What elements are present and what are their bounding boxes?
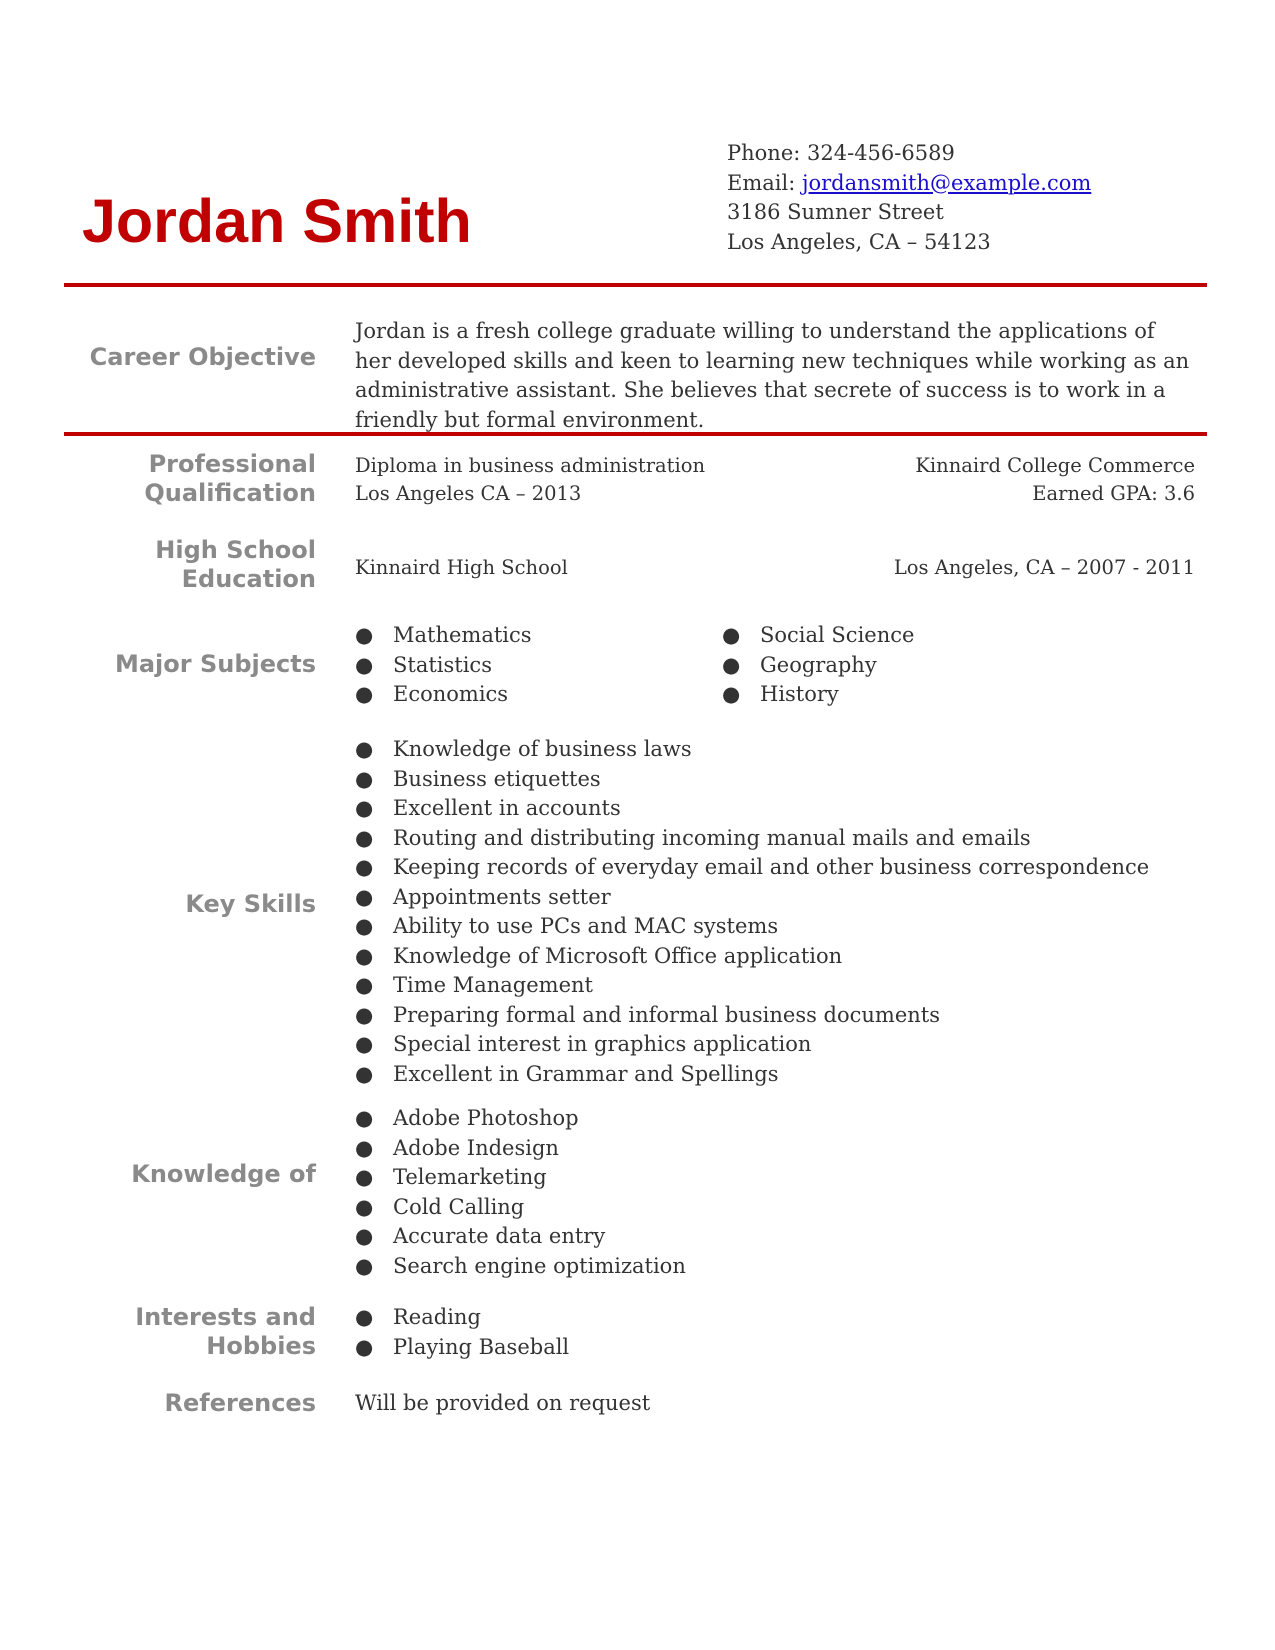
email-link[interactable]: jordansmith@example.com xyxy=(801,170,1092,195)
list-item-text: Reading xyxy=(393,1305,481,1329)
list-item xyxy=(355,942,1149,972)
bullet-icon: ● xyxy=(355,973,374,997)
bullet-icon: ● xyxy=(355,1135,374,1160)
list-item-text: Excellent in accounts xyxy=(393,796,621,820)
bullet-icon: ● xyxy=(355,737,374,761)
bullet-icon: ● xyxy=(355,796,374,820)
list-item-text: Preparing formal and informal business documents xyxy=(393,1002,941,1027)
high-school-name: Kinnaird High School xyxy=(355,556,568,579)
list-item-text: History xyxy=(760,682,839,706)
list-item xyxy=(722,621,914,651)
bullet-icon: ● xyxy=(355,1194,374,1219)
list-item-text: Special interest in graphics application xyxy=(393,1032,812,1056)
objective-divider xyxy=(64,432,1207,436)
list-item-text: Routing and distributing incoming manual mails and emails xyxy=(393,825,1031,850)
interests-label-line2: Hobbies xyxy=(206,1332,316,1360)
list-item xyxy=(355,680,532,710)
list-item-text: Statistics xyxy=(393,652,492,677)
list-item-text: Accurate data entry xyxy=(393,1224,606,1248)
list-item xyxy=(355,1001,1149,1031)
knowledge-of-list xyxy=(355,1104,686,1281)
list-item xyxy=(355,765,1149,795)
interests-block xyxy=(355,1303,569,1362)
bullet-icon: ● xyxy=(355,1061,374,1086)
key-skills-block xyxy=(355,735,1149,1089)
professional-qualification-label-line1: Professional xyxy=(148,450,316,478)
bullet-icon: ● xyxy=(355,1334,374,1359)
phone-line xyxy=(727,139,1091,169)
bullet-icon: ● xyxy=(722,652,741,677)
institution: Kinnaird College Commerce xyxy=(915,454,1195,477)
candidate-name: Jordan Smith xyxy=(82,187,472,255)
list-item-text: Appointments setter xyxy=(393,884,611,909)
references-label: References xyxy=(164,1389,316,1417)
address-line-2: Los Angeles, CA – 54123 xyxy=(727,229,991,254)
professional-qualification-label-line2: Qualification xyxy=(144,479,316,507)
bullet-icon: ● xyxy=(355,1224,374,1248)
list-item xyxy=(355,971,1149,1001)
list-item-text: Keeping records of everyday email and other business correspondence xyxy=(393,855,1150,879)
list-item-text: Ability to use PCs and MAC systems xyxy=(393,914,779,938)
interests-label-line1: Interests and xyxy=(135,1303,316,1331)
list-item-text: Mathematics xyxy=(393,623,532,647)
bullet-icon: ● xyxy=(355,652,374,677)
references-text: Will be provided on request xyxy=(355,1391,651,1415)
list-item xyxy=(355,1060,1149,1090)
list-item-text: Telemarketing xyxy=(393,1165,547,1189)
knowledge-of-label: Knowledge of xyxy=(131,1160,316,1188)
major-subjects-list-1 xyxy=(355,621,532,710)
bullet-icon: ● xyxy=(355,766,374,791)
list-item xyxy=(355,1104,686,1134)
career-objective-label: Career Objective xyxy=(89,343,316,371)
list-item-text: Economics xyxy=(393,682,509,706)
bullet-icon: ● xyxy=(355,943,374,968)
gpa: Earned GPA: 3.6 xyxy=(1032,482,1195,505)
bullet-icon: ● xyxy=(355,1032,374,1056)
top-divider xyxy=(64,283,1207,287)
career-objective-text: Jordan is a fresh college graduate willing to understand the applications of her developed skills and keen to learning new techniques while working as an administrative assistant. She believes that secrete of success is to work in a friendly but formal environment. xyxy=(355,319,1190,432)
major-subjects-col2 xyxy=(722,621,914,710)
list-item xyxy=(355,1163,686,1193)
list-item-text: Business etiquettes xyxy=(393,766,601,791)
bullet-icon: ● xyxy=(355,623,374,647)
list-item xyxy=(355,1193,686,1223)
phone-label: Phone: xyxy=(727,141,801,165)
high-school-label-line2: Education xyxy=(181,565,316,593)
list-item xyxy=(355,1252,686,1282)
list-item xyxy=(355,883,1149,913)
high-school-label-line1: High School xyxy=(155,536,316,564)
list-item-text: Adobe Indesign xyxy=(393,1135,559,1160)
degree: Diploma in business administration xyxy=(355,454,706,477)
high-school-location-years: Los Angeles, CA – 2007 - 2011 xyxy=(893,556,1195,579)
bullet-icon: ● xyxy=(355,1305,374,1329)
list-item xyxy=(355,912,1149,942)
list-item xyxy=(355,824,1149,854)
degree-location-year: Los Angeles CA – 2013 xyxy=(355,482,582,505)
bullet-icon: ● xyxy=(355,914,374,938)
knowledge-of-block xyxy=(355,1104,686,1281)
bullet-icon: ● xyxy=(355,855,374,879)
bullet-icon: ● xyxy=(355,1165,374,1189)
list-item-text: Knowledge of Microsoft Office application xyxy=(393,943,843,968)
list-item xyxy=(722,651,914,681)
professional-qualification-label xyxy=(60,450,316,508)
list-item xyxy=(355,1030,1149,1060)
list-item xyxy=(355,1333,569,1363)
list-item xyxy=(355,651,532,681)
list-item-text: Excellent in Grammar and Spellings xyxy=(393,1061,779,1086)
list-item xyxy=(355,853,1149,883)
phone-number: 324-456-6589 xyxy=(807,141,955,165)
bullet-icon: ● xyxy=(722,623,741,647)
email-label: Email: xyxy=(727,170,796,195)
list-item-text: Cold Calling xyxy=(393,1194,525,1219)
bullet-icon: ● xyxy=(355,884,374,909)
bullet-icon: ● xyxy=(722,682,741,706)
major-subjects-label: Major Subjects xyxy=(114,650,316,678)
interests-label xyxy=(60,1303,316,1361)
list-item xyxy=(722,680,914,710)
list-item-text: Playing Baseball xyxy=(393,1334,570,1359)
list-item xyxy=(355,1134,686,1164)
high-school-label xyxy=(60,536,316,594)
bullet-icon: ● xyxy=(355,1253,374,1278)
list-item-text: Social Science xyxy=(760,623,915,647)
contact-block xyxy=(727,139,1091,257)
interests-list xyxy=(355,1303,569,1362)
list-item-text: Adobe Photoshop xyxy=(393,1106,579,1130)
email-line xyxy=(727,169,1091,199)
bullet-icon: ● xyxy=(355,825,374,850)
major-subjects-list-2 xyxy=(722,621,914,710)
major-subjects-col1 xyxy=(355,621,532,710)
list-item xyxy=(355,735,1149,765)
list-item xyxy=(355,794,1149,824)
list-item xyxy=(355,621,532,651)
list-item-text: Geography xyxy=(760,652,877,677)
bullet-icon: ● xyxy=(355,1106,374,1130)
list-item-text: Time Management xyxy=(393,973,593,997)
key-skills-list xyxy=(355,735,1149,1089)
list-item xyxy=(355,1303,569,1333)
list-item xyxy=(355,1222,686,1252)
address-line-1: 3186 Sumner Street xyxy=(727,200,944,224)
list-item-text: Search engine optimization xyxy=(393,1253,686,1278)
list-item-text: Knowledge of business laws xyxy=(393,737,692,761)
key-skills-label: Key Skills xyxy=(185,890,316,918)
bullet-icon: ● xyxy=(355,1002,374,1027)
bullet-icon: ● xyxy=(355,682,374,706)
